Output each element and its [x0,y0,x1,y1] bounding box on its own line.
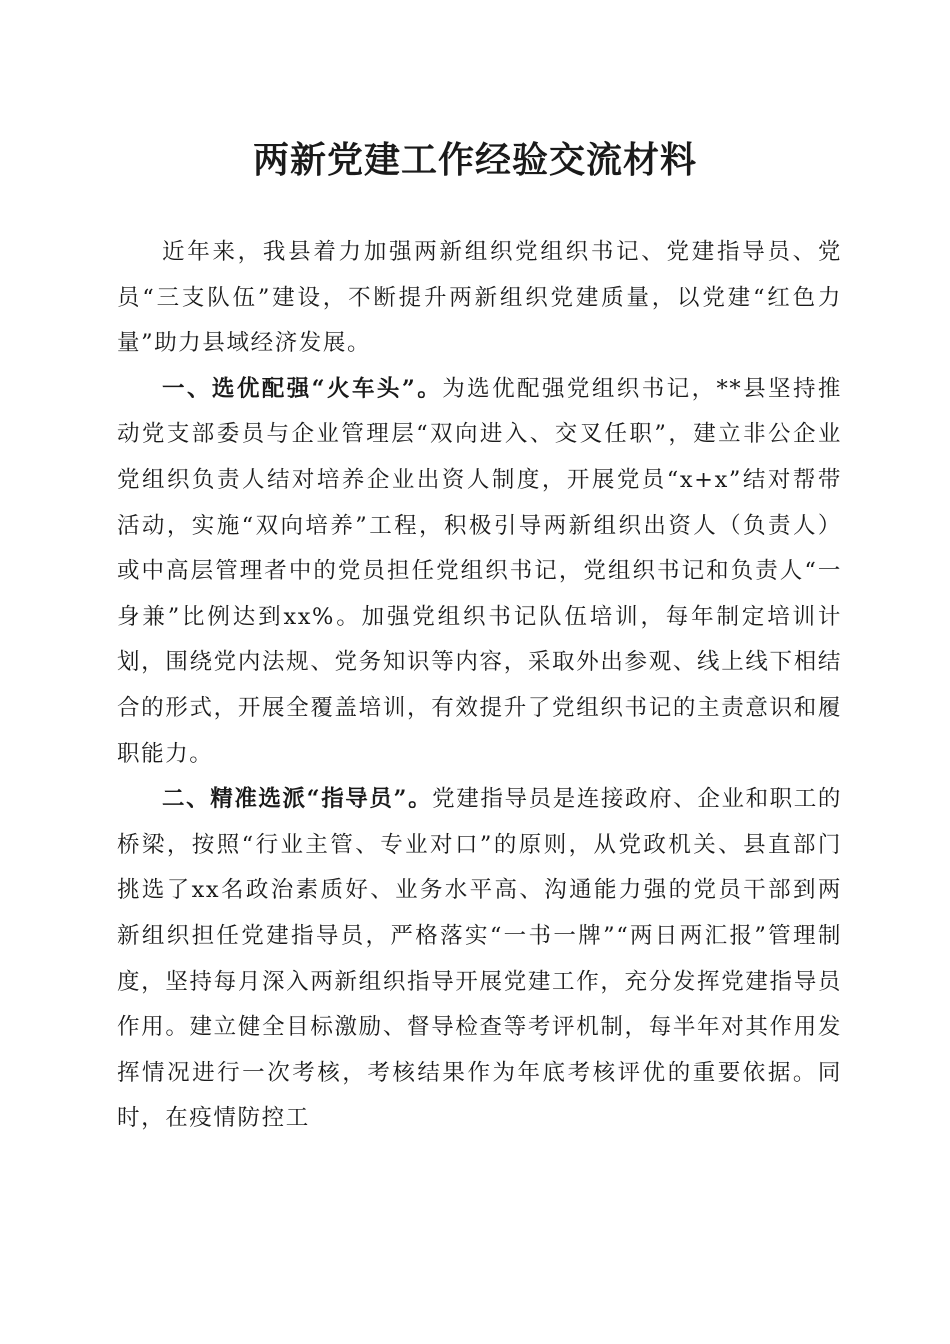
section-1-heading: 一、选优配强“火车头”。 [162,375,443,402]
document-title: 两新党建工作经验交流材料 [252,139,697,181]
section-2-paragraph [117,777,842,1142]
intro-paragraph: 近年来，我县着力加强两新组织党组织书记、党建指导员、党员“三支队伍”建设，不断提升两新组织党建质量，以党建“红色力量”助力县域经济发展。 [117,239,842,357]
section-1-paragraph [117,367,842,777]
section-1-body: 为选优配强党组织书记，**县坚持推动党支部委员与企业管理层“双向进入、交叉任职”，建立非公企业党组织负责人结对培养企业出资人制度，开展党员“x+x”结对帮带活动，实施“双向培养”工程，积极引导两新组织出资人（负责人）或中高层管理者中的党员担任党组织书记，党组织书记和负责人“一身兼”比例达到xx%。加强党组织书记队伍培训，每年制定培训计划，围绕党内法规、党务知识等内容，采取外出参观、线上线下相结合的形式，开展全覆盖培训，有效提升了党组织书记的主责意识和履职能力。 [117,375,843,767]
section-2-body: 党建指导员是连接政府、企业和职工的桥梁，按照“行业主管、专业对口”的原则，从党政机关、县直部门挑选了xx名政治素质好、业务水平高、沟通能力强的党员干部到两新组织担任党建指导员，严格落实“一书一牌”“两日两汇报”管理制度，坚持每月深入两新组织指导开展党建工作，充分发挥党建指导员作用。建立健全目标激励、督导检查等考评机制，每半年对其作用发挥情况进行一次考核，考核结果作为年底考核评优的重要依据。同时，在疫情防控工 [117,786,842,1132]
section-2-heading: 二、精准选派“指导员”。 [162,786,433,813]
document-body [117,230,842,1142]
